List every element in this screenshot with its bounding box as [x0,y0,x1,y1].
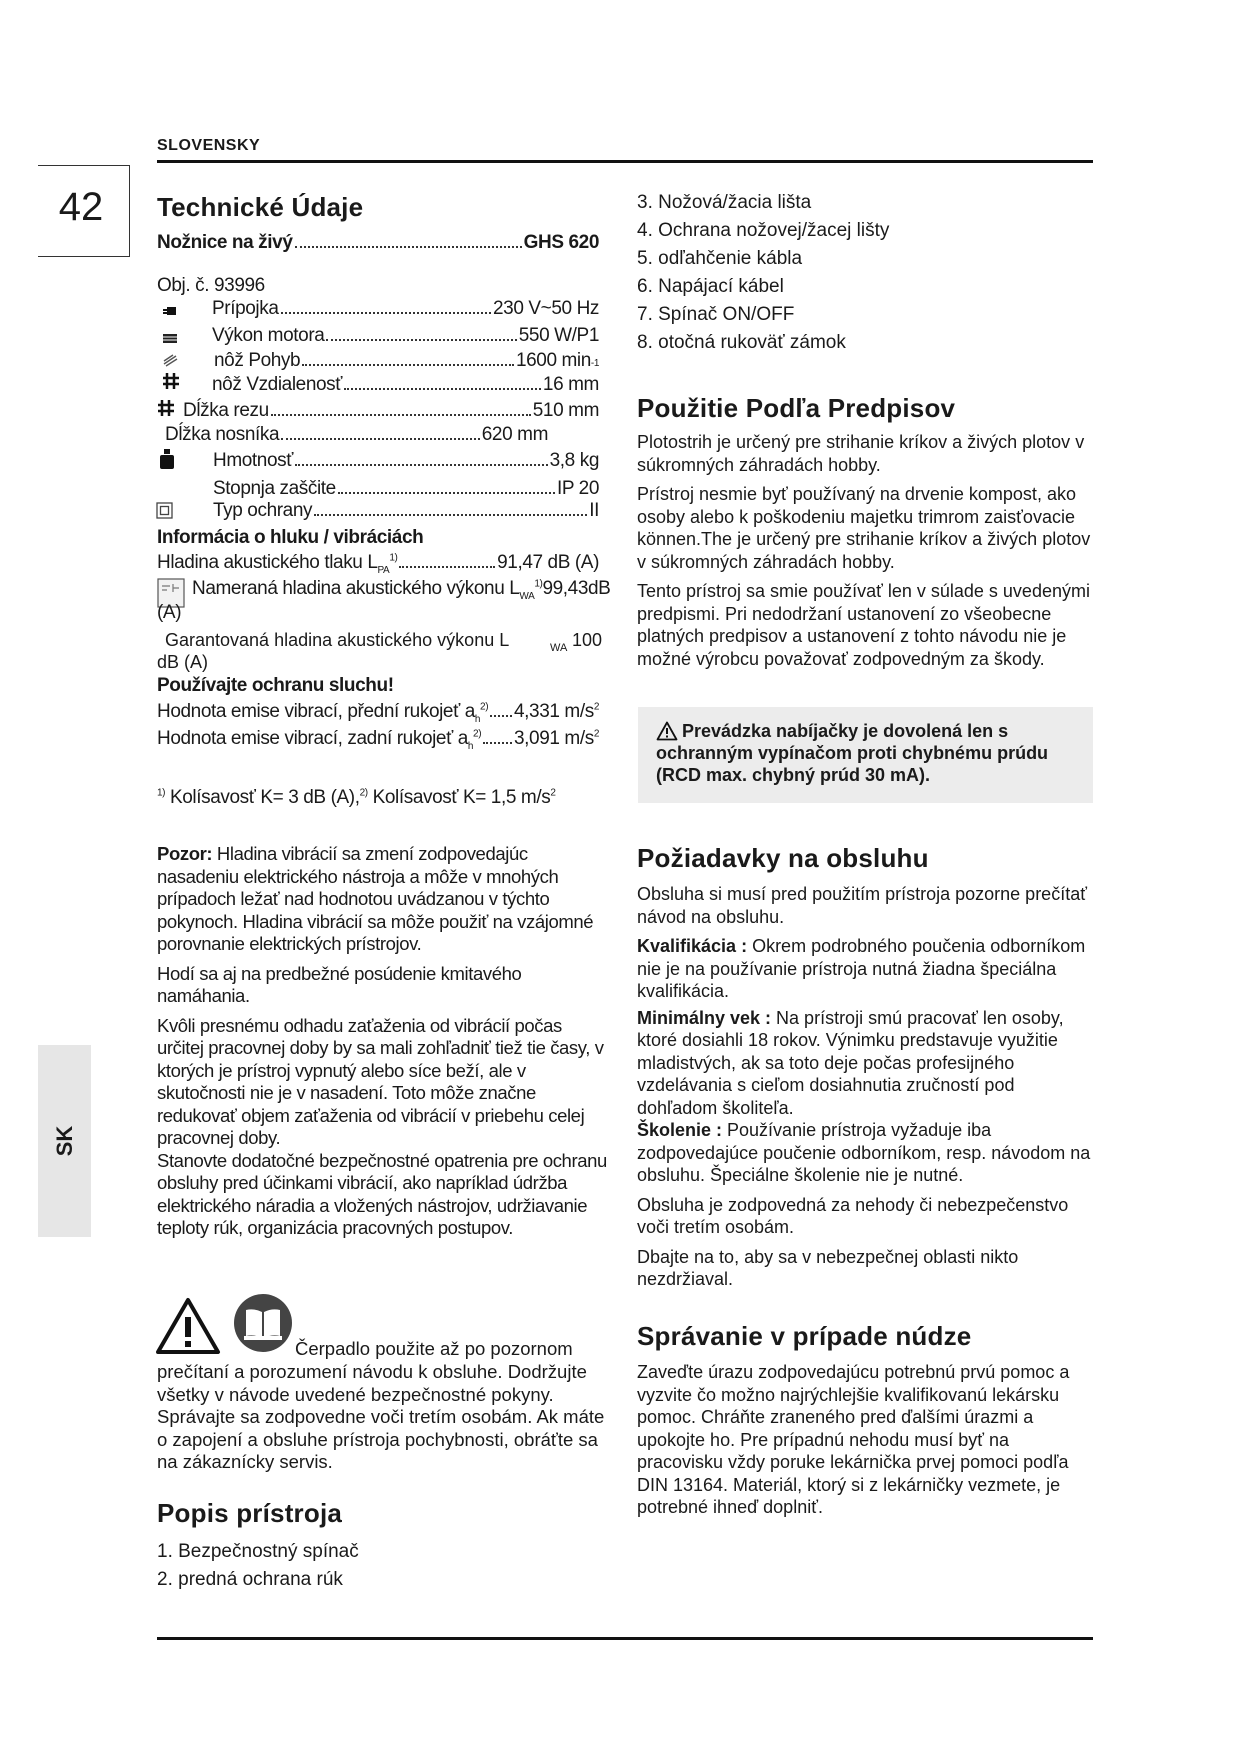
safety-note-line1: Čerpadlo použite až po pozornom [295,1338,573,1359]
paragraph: Hodí sa aj na predbežné posúdenie kmitavého namáhania. [157,962,522,1006]
pouzitie-body [637,431,1093,677]
side-tab-label: SK [52,1125,77,1157]
parts-list-a [157,1538,359,1594]
spec-value: II [589,500,599,521]
min-age-label: Minimálny vek : [637,1007,772,1028]
stroke-icon [162,352,178,368]
vib-rear-label-text: Hodnota emise vibrací, zadní rukojeť a [157,728,468,749]
leader-dots [344,387,541,390]
min-age-paragraph [637,1007,1093,1120]
leader-dots [295,245,522,248]
list-item: 2. predná ochrana rúk [157,1569,343,1590]
square-sup: 2 [593,728,599,740]
lpa-value: 91,47 dB (A) [497,552,599,573]
safety-note-text: prečítaní a porozumení návodu k obsluhe. Dodržujte všetky v návode uvedené bezpečnostné pokyny. Správajte sa zodpovedne voči tretím osobám. Ak máte o zapojení a obsluhe prístroja pochybnosti, obráťte sa na zákaznícky servis. [157,1361,605,1472]
spec-value: 230 V~50 Hz [493,298,599,319]
paragraph: Plotostrih je určený pre strihanie kríkov a živých plotov v súkromných záhradách hobby. [637,432,1085,475]
leader-dots [314,513,587,516]
model-label: Nožnice na živý [157,232,293,253]
cut-length-icon [157,399,175,417]
guaranteed-label: Garantovaná hladina akustického výkonu L [165,630,510,650]
guaranteed-value: 100 [572,630,603,650]
leader-dots [295,463,548,466]
warning-triangle-icon [155,1297,221,1355]
poziadavky-title: Požiadavky na obsluhu [637,843,929,873]
spec-label: Dĺžka rezu [183,400,269,421]
spec-row [212,374,599,398]
plug-icon [162,303,178,319]
list-item: 4. Ochrana nožovej/žacej lišty [637,220,890,241]
vib-rear-label [157,728,481,752]
spec-row [183,400,599,424]
spec-label: nôž Vzdialenosť [212,374,342,395]
lpa-row [157,552,599,576]
noise-title: Informácia o hluku / vibráciách [157,527,424,548]
spec-superscript: -1 [590,358,599,369]
language-label: SLOVENSKY [157,137,261,154]
lpa-sub: PA [377,564,390,576]
paragraph: Prístroj nesmie byť používaný na drvenie kompost, ako osoby alebo k poškodeniu majetku trimrom zaisťovacie können.The je určený pre strihanie kríkov a živých plotov v súkromných záhradách hobby. [637,484,1091,572]
rcd-warning-box [638,707,1093,803]
lpa-label [157,552,397,576]
top-rule [157,160,1093,163]
skolenie-text: Používanie prístroja vyžaduje iba zodpovedajúce poučenie odborníkom, resp. návodom na obsluhu. Špeciálne školenie nie je nutné. [637,1120,1091,1185]
vib-sup: 2) [473,728,482,740]
list-item: 5. odľahčenie kábla [637,248,803,269]
order-number: Obj. č. 93996 [157,275,265,296]
footnote-1-text: Kolísavosť K= 3 dB (A), [169,787,360,808]
spec-row [213,500,599,524]
list-item: 1. Bezpečnostný spínač [157,1541,359,1562]
vib-sub: h [474,713,481,725]
spec-row [213,478,599,502]
model-row [157,232,599,254]
spec-row [212,298,599,322]
footnote-2-text: Kolísavosť K= 1,5 m/s [372,787,551,808]
vib-front-label [157,701,488,725]
lpa-sup: 1) [389,552,398,564]
page-number: 42 [58,185,104,229]
hearing-protection: Používajte ochranu sluchu! [157,675,394,696]
warning-icon [656,721,678,741]
motor-icon [162,330,178,346]
list-item: 3. Nožová/žacia lišta [637,192,812,213]
leader-dots [281,311,492,314]
paragraph: Obsluha si musí pred použitím prístroja pozorne prečítať návod na obsluhu. [637,884,1087,927]
paragraph: Stanovte dodatočné bezpečnostné opatrenia pre ochranu obsluhy pred účinkami vibrácií, ako napríklad údržba elektrického náradia a vložených nástrojov, udržiavanie teploty rúk, organizácia pracovných postupov. [157,1149,607,1238]
lwa-row [192,578,610,602]
paragraph: Dbajte na to, aby sa v nebezpečnej oblasti nikto nezdržiaval. [637,1246,1019,1289]
spec-label: nôž Pohyb [214,350,301,371]
spec-value: 510 mm [532,400,599,421]
paragraph: Obsluha je zodpovedná za nehody či nebezpečenstvo voči tretím osobám. [637,1194,1069,1237]
spec-value: IP 20 [556,478,599,499]
spec-row [165,424,548,448]
leader-dots [326,338,516,341]
lwa-sup: 1) [534,578,543,590]
vib-rear-value: 3,091 m/s [513,728,594,749]
spec-label: Hmotnosť [213,450,293,471]
vib-sub: h [467,740,474,752]
spec-label: Typ ochrany [213,500,313,521]
min-age-text: Na prístroji smú pracovať len osoby, ktoré dosiahli 18 rokov. Výnimku predstavuje využitie mladistvých, ak sa toto deje počas profesijného vzdelávania s cieľom dosiahnutia zručností pod dohľadom školiteľa. [637,1007,1064,1118]
vib-front-value-wrap [514,701,599,723]
paragraph: Tento prístroj sa smie používať len v súlade s uvedenými predpismi. Pri nedodržaní ustanovení zo všeobecne platných predpisov a ustanovení z tohto návodu nie je možné výrobcu považovať zodpovedným za škody. [637,581,1090,669]
vib-rear-row [157,728,599,752]
guaranteed-row [165,630,509,651]
spec-label: Prípojka [212,298,279,319]
list-item: 8. otočná rukoväť zámok [637,332,846,353]
spec-value: 16 mm [542,374,599,395]
read-manual-icon [232,1292,294,1354]
square-sup: 2 [550,787,556,799]
nudza-body: Zaveďte úrazu zodpovedajúcu potrebnú prvú pomoc a vyzvite čo možno najrýchlejšie kvalifikovanú lekársku pomoc. Chráňte zraneného pred ďalšími úrazmi a upokojte ho. Pre prípadnú nehodu musí byť na pracovisku vždy poruke lekárnička prvej pomoci podľa DIN 13164. Materiál, ktorý si z lekárničky vezmete, je potrebné ihneď doplniť. [637,1362,1070,1517]
poziadavky-body [637,883,1093,1298]
spec-label: Dĺžka nosníka [165,424,280,445]
square-sup: 2 [593,701,599,713]
leader-dots [281,437,480,440]
leader-dots [271,413,531,416]
leader-dots [338,491,555,494]
guaranteed-unit: dB (A) [157,652,209,672]
nudza-title: Správanie v prípade núdze [637,1321,972,1351]
spec-row [214,350,599,374]
lwa-label: Nameraná hladina akustického výkonu L [192,578,520,599]
vib-sup: 2) [480,701,489,713]
pozor-text: Hladina vibrácií sa zmení zodpovedajúc nasadeniu elektrického nástroja a môže v mnohých prípadoch ležať nad hodnotou uvádzanou v týchto pokynoch. Hladina vibrácií sa môže použiť na vzájomné porovnanie elektrických prístrojov. [157,843,594,954]
popis-title: Popis prístroja [157,1498,343,1528]
lwa-value: 99,43dB [542,578,611,599]
pozor-label: Pozor: [157,843,213,864]
lwa-unit: (A) [157,602,182,623]
model-value: GHS 620 [523,232,599,253]
footnotes [157,787,555,809]
skolenie-paragraph [637,1119,1093,1187]
leader-dots [302,363,514,366]
warning-text: Prevádzka nabíjačky je dovolená len s ochranným vypínačom proti chybnému prúdu (RCD max. chybný prúd 30 mA). [656,721,1049,785]
spec-row [212,325,599,349]
pozor-paragraph [157,843,607,956]
bottom-rule [157,1637,1093,1640]
spec-value: 3,8 kg [549,450,599,471]
leader-dots [490,714,512,717]
leader-dots [399,565,495,568]
spec-value: 550 W/P1 [518,325,599,346]
guaranteed-sub: WA [550,642,568,654]
kvalifikacia-paragraph [637,935,1093,1003]
lwa-sub: WA [519,590,535,602]
vib-front-value: 4,331 m/s [513,701,594,722]
vibration-notes [157,843,607,1247]
footnote-1-marker: 1) [157,787,166,799]
list-item: 7. Spínač ON/OFF [637,304,795,325]
blade-spacing-icon [162,372,180,390]
spec-value: 1600 min [515,350,591,371]
vib-front-label-text: Hodnota emise vibrací, přední rukojeť a [157,701,475,722]
language-side-tab [38,1045,91,1237]
leader-dots [483,741,512,744]
spec-row [213,450,599,474]
paragraph: Kvôli presnému odhadu zaťaženia od vibrácií počas určitej pracovnej doby by sa mali zohľadniť tiež tie časy, v ktorých je prístroj vypnutý alebo síce beží, ale v skutočnosti nie je v nasadení. Toto môže značne redukovať objem zaťaženia od vibrácií v priebehu celej pracovnej doby. [157,1014,604,1148]
weight-icon [159,448,175,470]
vib-front-row [157,701,599,725]
pouzitie-title: Použitie Podľa Predpisov [637,393,956,423]
tech-title: Technické Údaje [157,192,364,222]
vib-rear-value-wrap [514,728,599,750]
parts-list-b [637,189,889,357]
footnote-2-marker: 2) [359,787,368,799]
spec-label: Stopnja zaščite [213,478,336,499]
skolenie-label: Školenie : [637,1120,723,1140]
lpa-label-text: Hladina akustického tlaku L [157,552,378,573]
spec-value: 620 mm [481,424,548,445]
list-item: 6. Napájací kábel [637,276,784,297]
spec-label: Výkon motora [212,325,325,346]
kvalifikacia-label: Kvalifikácia : [637,936,748,956]
protection-class-icon [156,502,173,519]
kvalifikacia-text: Okrem podrobného poučenia odborníkom nie je na používanie prístroja nutná žiadna špeciálna kvalifikácia. [637,936,1086,1001]
